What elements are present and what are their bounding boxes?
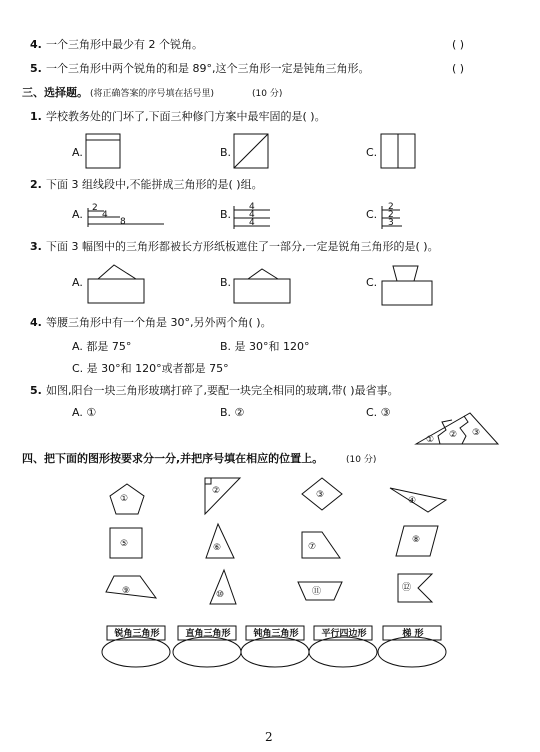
segment-length: 4 xyxy=(249,202,255,212)
option-label: A. xyxy=(72,276,83,289)
shape-label: ⑦ xyxy=(308,542,317,552)
category-label: 平行四边形 xyxy=(321,629,367,639)
q-number: 5. xyxy=(30,384,42,397)
question-text: 下面 3 组线段中,不能拼成三角形的是( )组。 xyxy=(46,178,263,191)
page-number: 2 xyxy=(265,730,273,744)
shape-label: ③ xyxy=(316,490,325,500)
segment-length: 8 xyxy=(120,217,126,227)
question-text: 一个三角形中两个锐角的和是 89°,这个三角形一定是钝角三角形。 xyxy=(46,62,370,75)
q-number: 4. xyxy=(30,316,42,329)
q-number: 3. xyxy=(30,240,42,253)
shape-label: ⑩ xyxy=(216,590,225,600)
shape-2-right-triangle xyxy=(205,478,240,514)
option-label: C. xyxy=(366,276,378,289)
shape-label: ⑧ xyxy=(412,535,421,545)
option-text: A. 都是 75° xyxy=(72,340,132,353)
option-text: C. 是 30°和 120°或者都是 75° xyxy=(72,362,229,375)
glass-piece-1: ① xyxy=(426,435,435,445)
shape-label: ⑥ xyxy=(213,543,222,553)
answer-ellipse-5 xyxy=(378,637,446,667)
segment-length: 2 xyxy=(388,210,394,220)
q-number: 2. xyxy=(30,178,42,191)
answer-ellipse-3 xyxy=(241,637,309,667)
question-text: 如图,阳台一块三角形玻璃打碎了,要配一块完全相同的玻璃,带( )最省事。 xyxy=(46,384,399,397)
glass-piece-2: ② xyxy=(449,430,458,440)
segment-length: 4 xyxy=(102,210,108,220)
shape-9-obtuse-triangle xyxy=(106,576,156,598)
segment-length: 3 xyxy=(388,218,394,228)
shape-label: ⑪ xyxy=(312,587,322,597)
answer-ellipse-4 xyxy=(309,637,377,667)
question-text: 学校教务处的门坏了,下面三种修门方案中最牢固的是( )。 xyxy=(46,110,326,123)
answer-ellipse-1 xyxy=(102,637,170,667)
option-text: A. ① xyxy=(72,406,97,419)
option-label: C. xyxy=(366,208,378,221)
answer-ellipse-2 xyxy=(173,637,241,667)
segment-length: 4 xyxy=(249,210,255,220)
section-heading: 三、选择题。 xyxy=(22,86,88,99)
q-number: 4. xyxy=(30,38,42,51)
category-label: 锐角三角形 xyxy=(114,629,160,639)
q-number: 1. xyxy=(30,110,42,123)
segment-length: 2 xyxy=(388,202,394,212)
question-text: 等腰三角形中有一个角是 30°,另外两个角( )。 xyxy=(46,316,272,329)
answer-parens: ( ) xyxy=(452,62,465,75)
glass-piece-3: ③ xyxy=(472,428,481,438)
option-label: B. xyxy=(220,146,232,159)
category-label: 直角三角形 xyxy=(185,629,231,639)
option-text: B. 是 30°和 120° xyxy=(220,340,310,353)
segment-length: 2 xyxy=(92,203,98,213)
category-label: 钝角三角形 xyxy=(253,629,299,639)
option-text: C. ③ xyxy=(366,406,391,419)
shape-label: ② xyxy=(212,486,221,496)
option-label: A. xyxy=(72,146,83,159)
shape-4-obtuse-triangle xyxy=(390,488,446,512)
section-score: (10 分) xyxy=(346,455,377,465)
question-text: 一个三角形中最少有 2 个锐角。 xyxy=(46,38,203,51)
option-label: A. xyxy=(72,208,83,221)
option-label: C. xyxy=(366,146,378,159)
section-heading: 四、把下面的图形按要求分一分,并把序号填在相应的位置上。 xyxy=(22,452,324,465)
shape-label: ① xyxy=(120,494,129,504)
question-text: 下面 3 幅图中的三角形都被长方形纸板遮住了一部分,一定是锐角三角形的是( )。 xyxy=(46,240,439,253)
option-label: B. xyxy=(220,276,232,289)
category-label: 梯 形 xyxy=(402,629,424,639)
q-number: 5. xyxy=(30,62,42,75)
shape-label: ⑤ xyxy=(120,539,129,549)
segment-length: 4 xyxy=(249,218,255,228)
shape-label: ⑫ xyxy=(402,583,412,593)
section-note: (将正确答案的序号填在括号里) xyxy=(90,89,215,99)
section-score: (10 分) xyxy=(252,89,283,99)
option-label: B. xyxy=(220,208,232,221)
option-text: B. ② xyxy=(220,406,245,419)
shape-label: ⑨ xyxy=(122,586,131,596)
answer-parens: ( ) xyxy=(452,38,465,51)
shape-label: ④ xyxy=(408,496,417,506)
